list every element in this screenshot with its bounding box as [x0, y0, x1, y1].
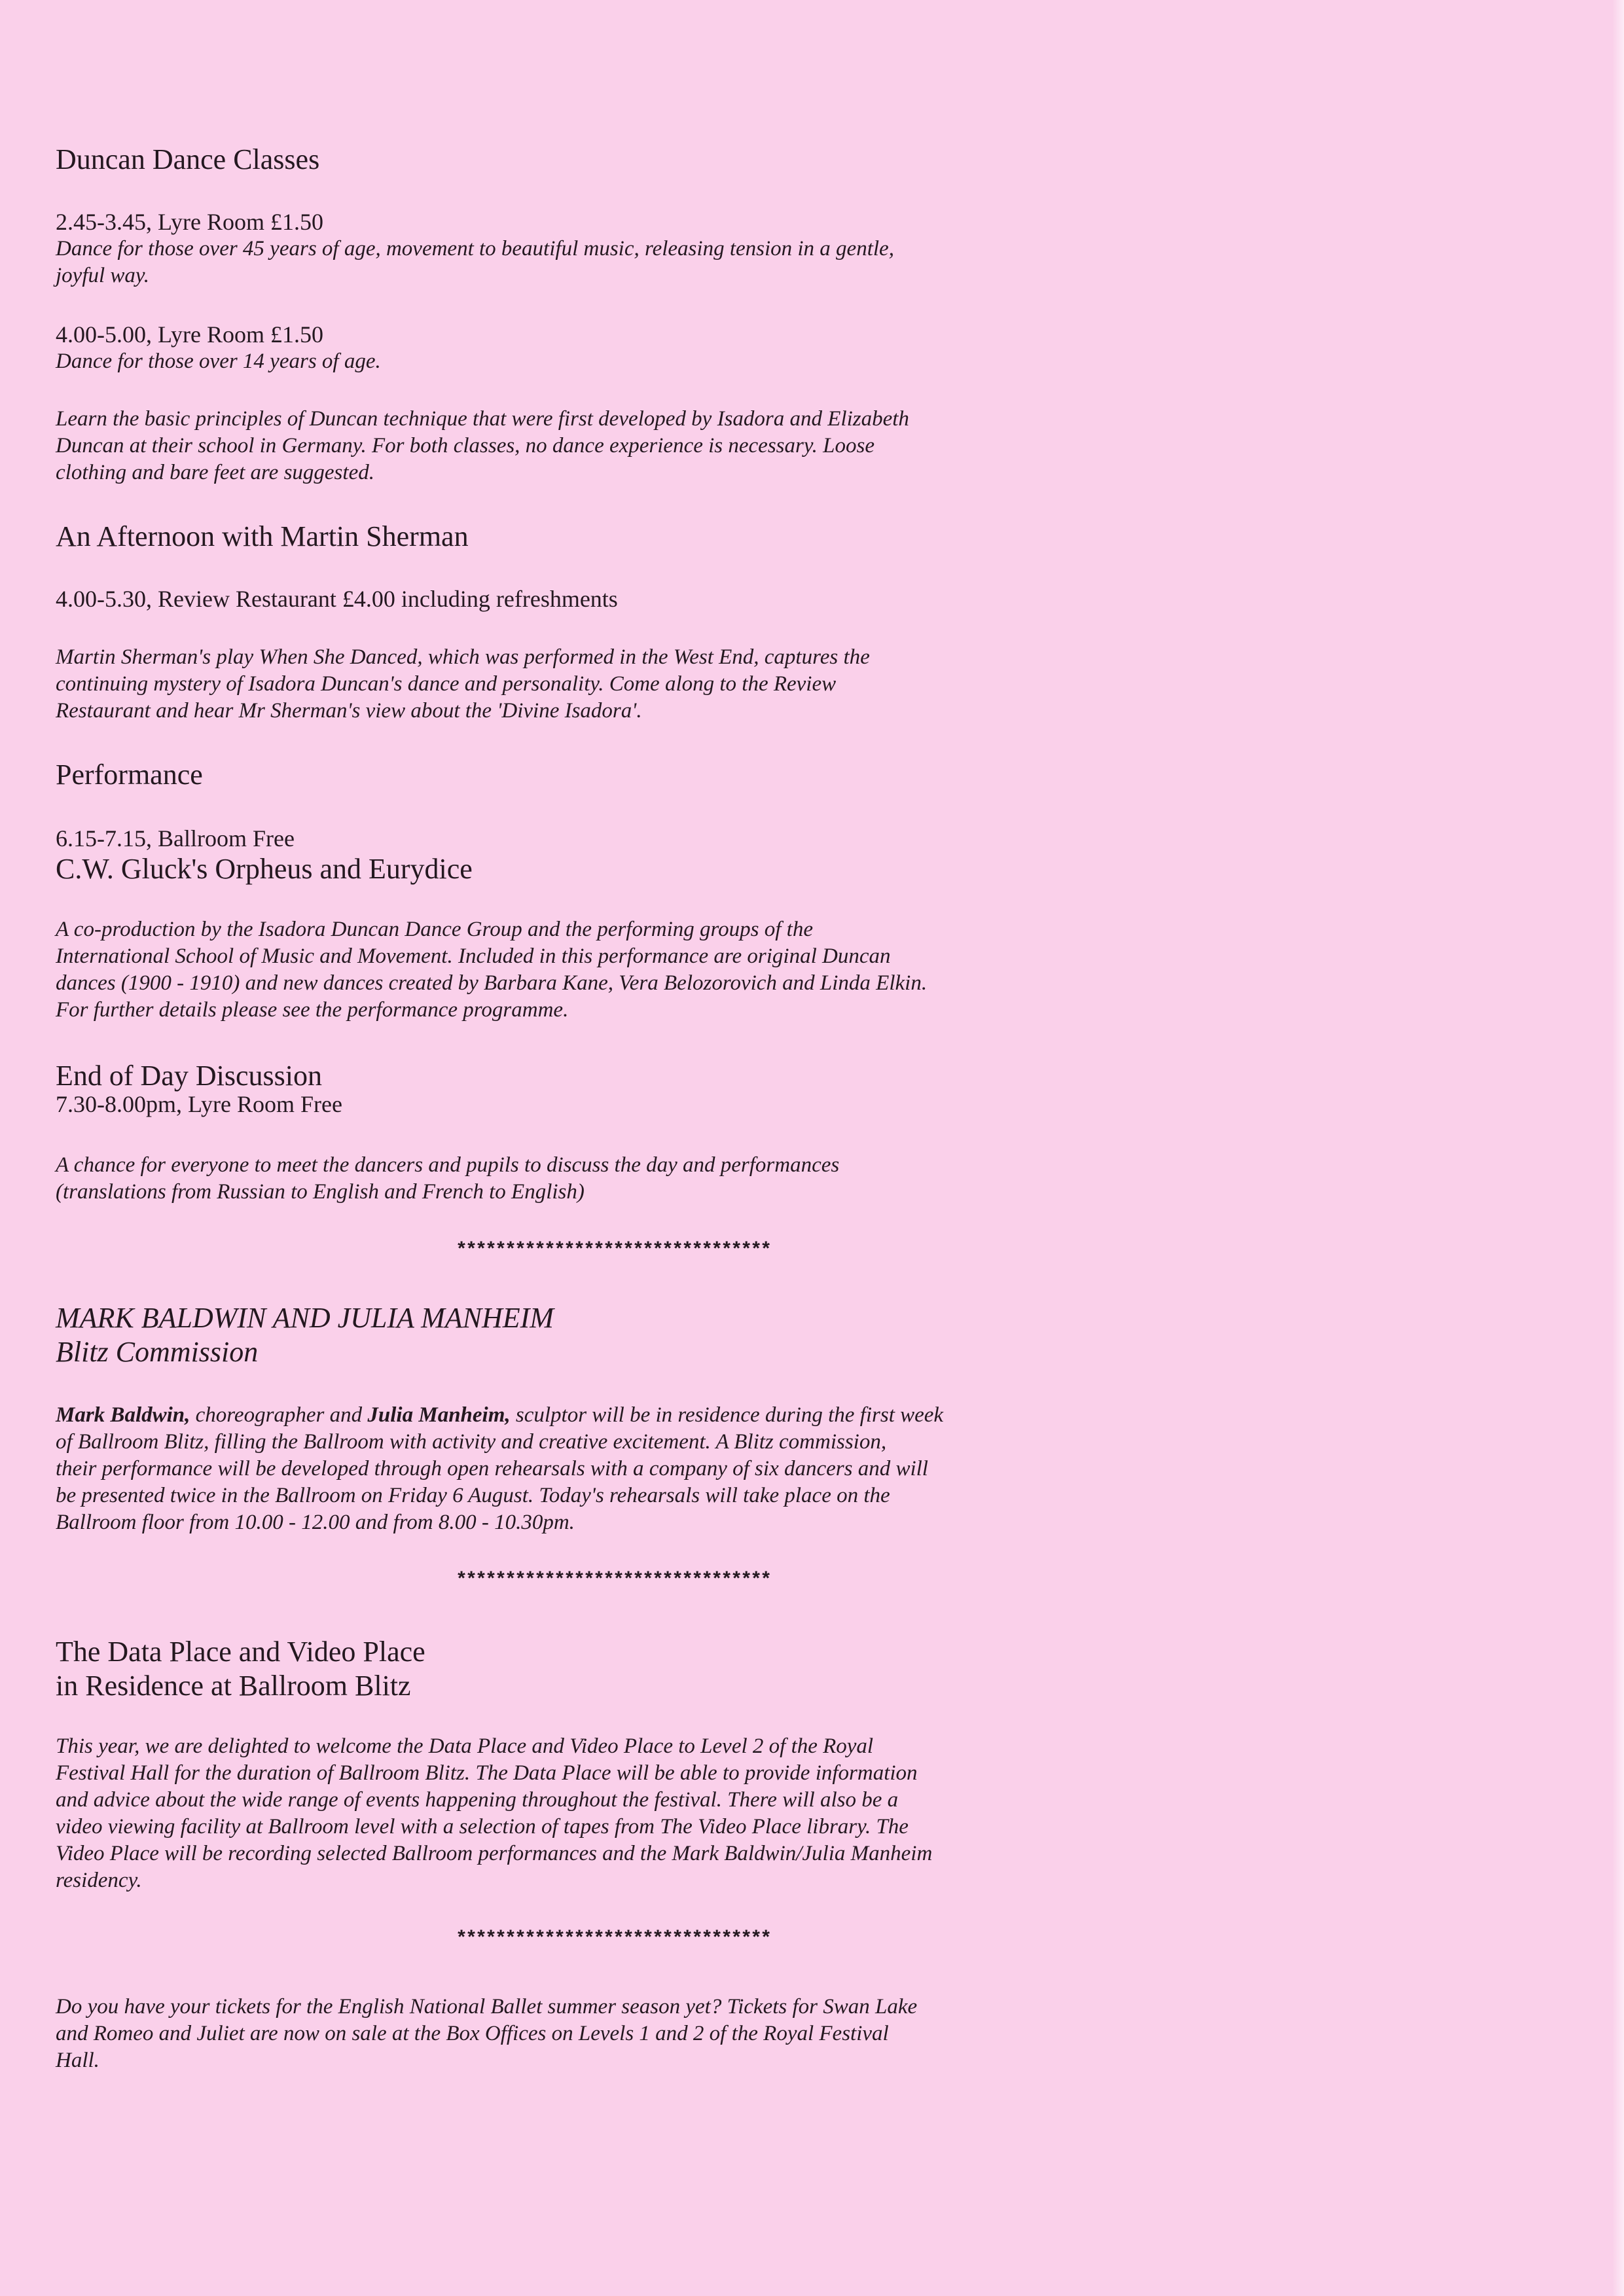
- text-line: Dance for those over 14 years of age.: [56, 350, 381, 373]
- duncan-session2-desc: [56, 348, 1286, 375]
- sherman-desc: [56, 644, 1286, 725]
- separator: ********************************: [456, 1240, 770, 1262]
- paper-edge: [1612, 0, 1624, 2296]
- baldwin-desc: [56, 1402, 1286, 1536]
- text-line: International School of Music and Movement. Included in this performance are original Duncan: [56, 944, 891, 968]
- sherman-heading: An Afternoon with Martin Sherman: [56, 520, 469, 552]
- dataplace-desc: [56, 1733, 1286, 1894]
- text-line: For further details please see the performance programme.: [56, 998, 569, 1022]
- text-line: Hall.: [56, 2049, 99, 2072]
- text-line: Learn the basic principles of Duncan technique that were first developed by Isadora and Elizabeth: [56, 407, 909, 431]
- performance-desc: [56, 916, 1286, 1024]
- closing-desc: [56, 1994, 1286, 2074]
- text-line: This year, we are delighted to welcome the Data Place and Video Place to Level 2 of the Royal: [56, 1734, 874, 1758]
- text-line: Martin Sherman's play When She Danced, which was performed in the West End, captures the: [56, 645, 870, 669]
- baldwin-heading: MARK BALDWIN AND JULIA MANHEIM: [56, 1302, 554, 1334]
- text-fragment: choreographer and: [190, 1403, 368, 1427]
- text-line: be presented twice in the Ballroom on Friday 6 August. Today's rehearsals will take place on the: [56, 1484, 890, 1507]
- dataplace-heading-line2: in Residence at Ballroom Blitz: [56, 1670, 411, 1702]
- performance-subtitle: C.W. Gluck's Orpheus and Eurydice: [56, 853, 473, 885]
- text-line: Dance for those over 45 years of age, movement to beautiful music, releasing tension in a gentle,: [56, 237, 894, 260]
- text-fragment: sculptor will be in residence during the first week: [510, 1403, 944, 1427]
- sherman-time: 4.00-5.30, Review Restaurant £4.00 including refreshments: [56, 586, 618, 612]
- text-line: joyful way.: [56, 264, 149, 287]
- text-line: continuing mystery of Isadora Duncan's dance and personality. Come along to the Review: [56, 672, 837, 696]
- duncan-heading: Duncan Dance Classes: [56, 143, 320, 175]
- discussion-heading: End of Day Discussion: [56, 1060, 322, 1092]
- text-line: dances (1900 - 1910) and new dances created by Barbara Kane, Vera Belozorovich and Linda Elkin.: [56, 971, 928, 995]
- separator: ********************************: [456, 1570, 770, 1592]
- duncan-session1-desc: [56, 236, 1286, 289]
- text-line: residency.: [56, 1869, 142, 1892]
- dataplace-heading-line1: The Data Place and Video Place: [56, 1636, 425, 1668]
- text-line: and Romeo and Juliet are now on sale at the Box Offices on Levels 1 and 2 of the Royal Festival: [56, 2022, 889, 2045]
- text-line: of Ballroom Blitz, filling the Ballroom with activity and creative excitement. A Blitz commission,: [56, 1430, 887, 1454]
- duncan-session1-time: 2.45-3.45, Lyre Room £1.50: [56, 209, 323, 235]
- text-line: Ballroom floor from 10.00 - 12.00 and from 8.00 - 10.30pm.: [56, 1511, 575, 1534]
- text-line: A co-production by the Isadora Duncan Dance Group and the performing groups of the: [56, 918, 813, 941]
- text-line: A chance for everyone to meet the dancers and pupils to discuss the day and performances: [56, 1153, 840, 1177]
- performance-heading: Performance: [56, 759, 203, 791]
- text-line: (translations from Russian to English and French to English): [56, 1180, 585, 1204]
- discussion-desc: [56, 1152, 1286, 1206]
- text-line: clothing and bare feet are suggested.: [56, 461, 374, 484]
- text-line: and advice about the wide range of events happening throughout the festival. There will also be a: [56, 1788, 899, 1812]
- text-line: Festival Hall for the duration of Ballroom Blitz. The Data Place will be able to provide information: [56, 1761, 918, 1785]
- text-line: Video Place will be recording selected Ballroom performances and the Mark Baldwin/Julia Manheim: [56, 1842, 933, 1865]
- discussion-time: 7.30-8.00pm, Lyre Room Free: [56, 1091, 342, 1117]
- text-line: [56, 1402, 1286, 1429]
- performance-time: 6.15-7.15, Ballroom Free: [56, 825, 295, 852]
- duncan-session2-time: 4.00-5.00, Lyre Room £1.50: [56, 321, 323, 348]
- name-mark-baldwin: Mark Baldwin,: [56, 1403, 190, 1427]
- name-julia-manheim: Julia Manheim,: [367, 1403, 511, 1427]
- separator: ********************************: [456, 1928, 770, 1950]
- text-line: video viewing facility at Ballroom level with a selection of tapes from The Video Place library. The: [56, 1815, 909, 1839]
- baldwin-subtitle: Blitz Commission: [56, 1336, 259, 1368]
- duncan-note: [56, 406, 1286, 486]
- text-line: their performance will be developed through open rehearsals with a company of six dancers and will: [56, 1457, 928, 1480]
- text-line: Duncan at their school in Germany. For both classes, no dance experience is necessary. Loose: [56, 434, 875, 457]
- text-line: Restaurant and hear Mr Sherman's view about the 'Divine Isadora'.: [56, 699, 642, 723]
- text-line: Do you have your tickets for the English National Ballet summer season yet? Tickets for Swan Lake: [56, 1995, 918, 2018]
